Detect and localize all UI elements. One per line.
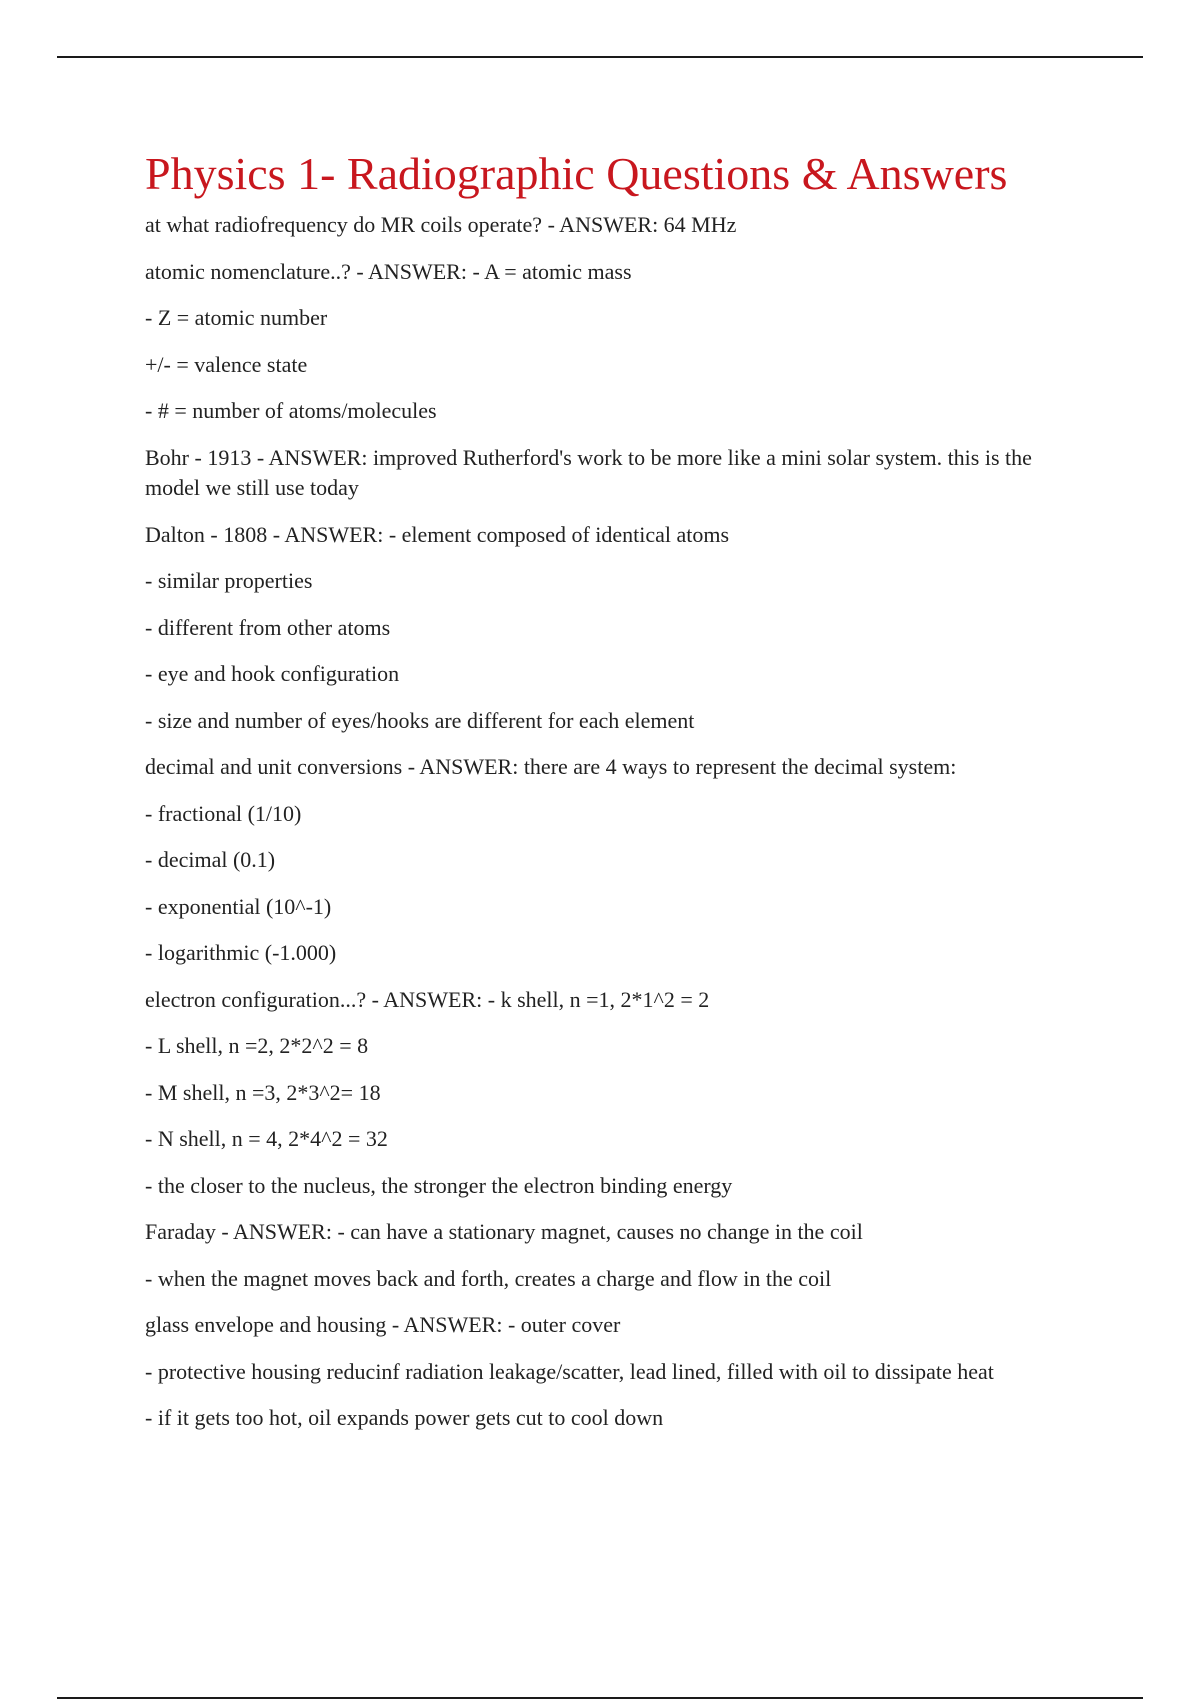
qa-line: - exponential (10^-1)	[145, 893, 332, 919]
qa-list	[145, 210, 1090, 1434]
page-title: Physics 1- Radiographic Questions & Answers	[145, 148, 1008, 199]
qa-line: electron configuration...? - ANSWER: - k shell, n =1, 2*1^2 = 2	[145, 986, 710, 1012]
qa-line: - eye and hook configuration	[145, 661, 400, 686]
qa-line: Dalton - 1808 - ANSWER: - element composed of identical atoms	[145, 521, 730, 547]
qa-line: - N shell, n = 4, 2*4^2 = 32	[145, 1126, 388, 1151]
qa-line: - L shell, n =2, 2*2^2 = 8	[145, 1033, 369, 1058]
qa-line: - # = number of atoms/molecules	[145, 398, 437, 423]
qa-line: +/- = valence state	[145, 351, 308, 377]
qa-line: - Z = atomic number	[145, 305, 328, 330]
qa-line: Faraday - ANSWER: - can have a stationary magnet, causes no change in the coil	[145, 1219, 863, 1244]
qa-line: - decimal (0.1)	[145, 847, 276, 872]
header-rule	[57, 56, 1143, 58]
qa-line: glass envelope and housing - ANSWER: - outer cover	[145, 1312, 621, 1337]
qa-line: decimal and unit conversions - ANSWER: there are 4 ways to represent the decimal system:	[145, 754, 957, 779]
qa-line: - fractional (1/10)	[145, 800, 302, 826]
qa-line: atomic nomenclature..? - ANSWER: - A = atomic mass	[145, 258, 632, 284]
qa-line: - different from other atoms	[145, 614, 391, 640]
qa-line: - similar properties	[145, 568, 313, 593]
qa-line: - when the magnet moves back and forth, creates a charge and flow in the coil	[145, 1265, 832, 1291]
qa-line: - if it gets too hot, oil expands power gets cut to cool down	[145, 1405, 664, 1430]
qa-line: - logarithmic (-1.000)	[145, 940, 337, 965]
qa-line: at what radiofrequency do MR coils operate? - ANSWER: 64 MHz	[145, 212, 737, 237]
document-body	[145, 142, 1090, 1450]
qa-line: - size and number of eyes/hooks are different for each element	[145, 707, 695, 733]
qa-line: - protective housing reducinf radiation leakage/scatter, lead lined, filled with oil to dissipate heat	[145, 1358, 994, 1384]
qa-line: Bohr - 1913 - ANSWER: improved Rutherford's work to be more like a mini solar system. this is the model we still use today	[145, 444, 1032, 500]
qa-line: - the closer to the nucleus, the stronger the electron binding energy	[145, 1172, 733, 1198]
footer-rule	[57, 1697, 1143, 1699]
qa-line: - M shell, n =3, 2*3^2= 18	[145, 1079, 381, 1105]
